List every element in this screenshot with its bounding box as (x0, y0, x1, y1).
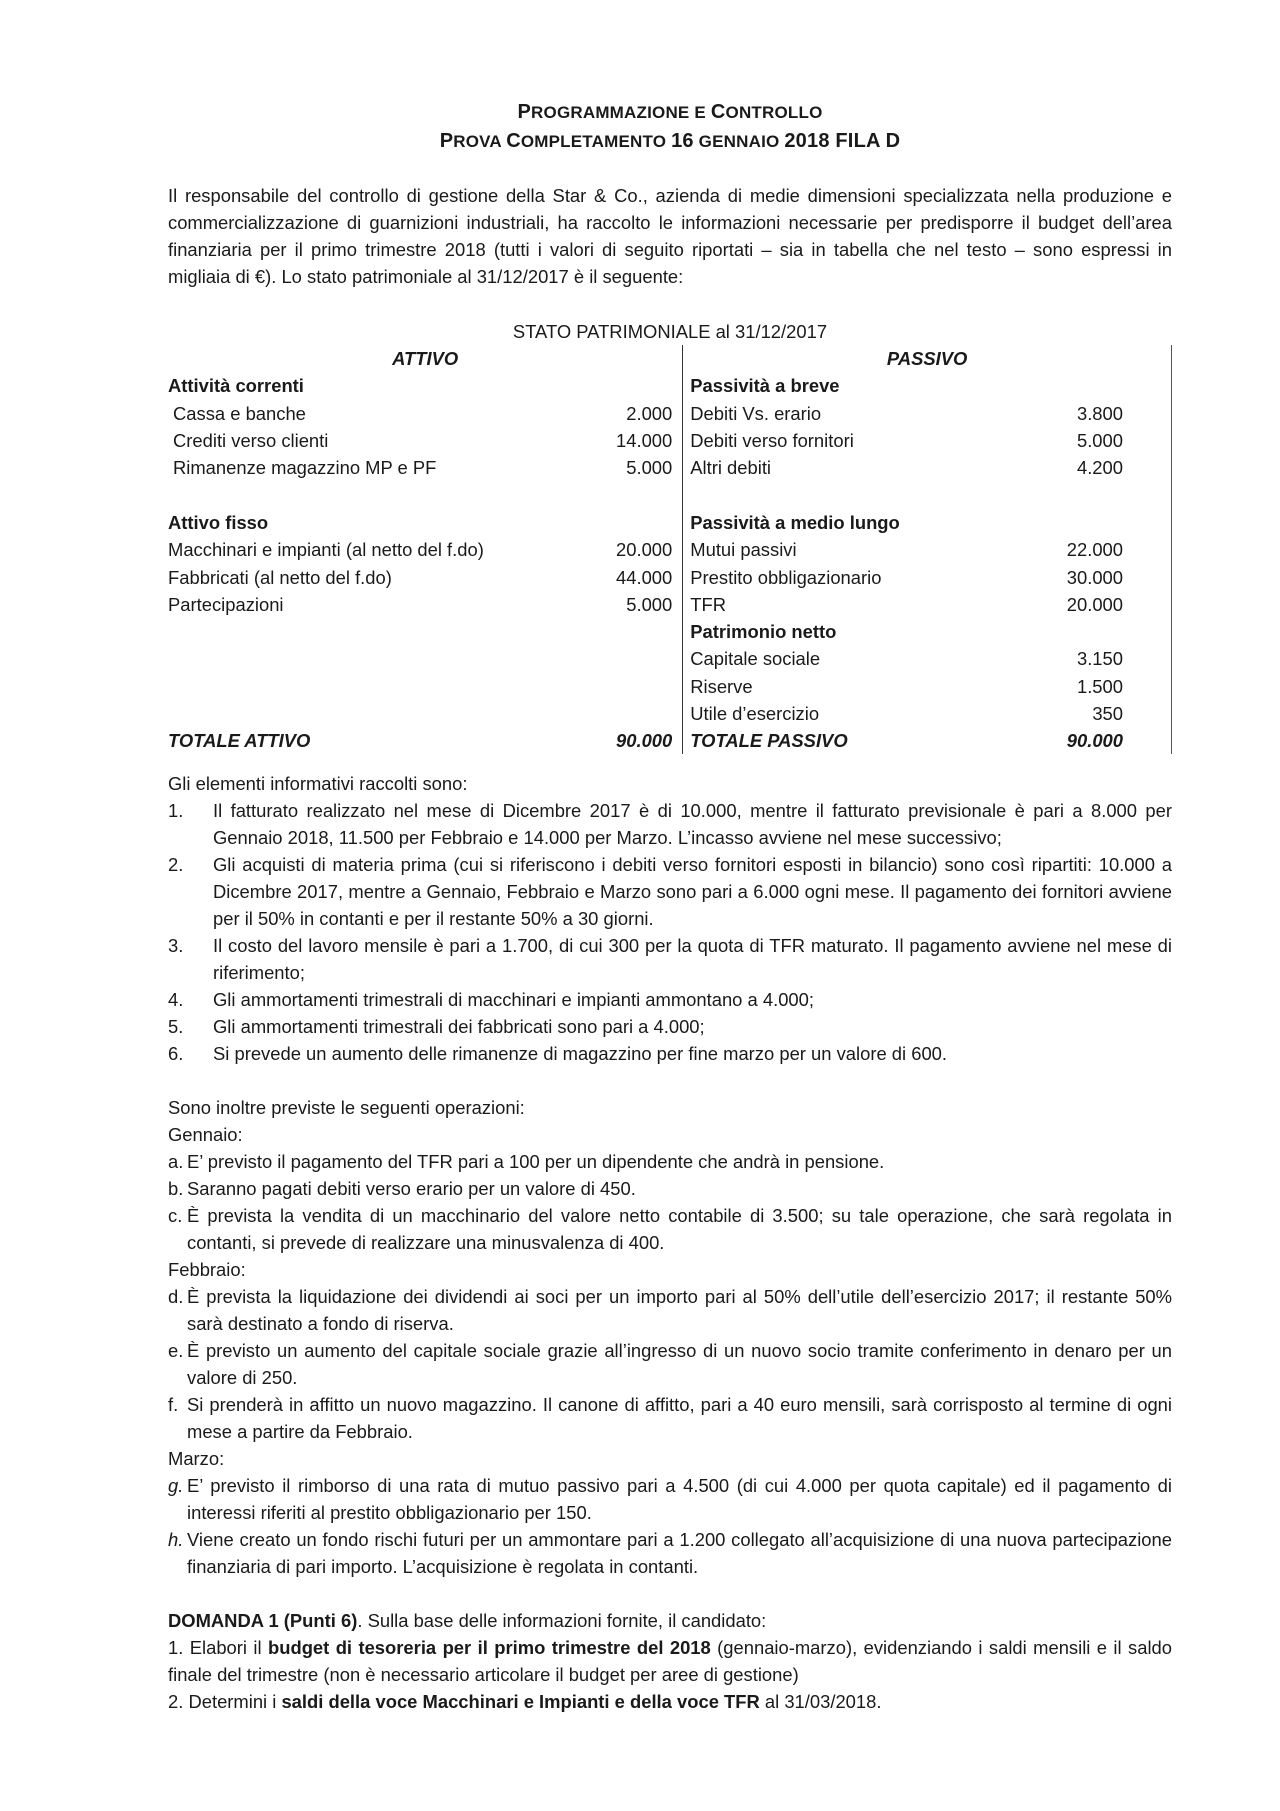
attivo-value (593, 700, 683, 727)
passivo-value (983, 481, 1172, 508)
operation-letter: e. (168, 1340, 184, 1362)
operation-letter: b. (168, 1178, 184, 1200)
passivo-value: 1.500 (983, 673, 1172, 700)
passivo-label: Patrimonio netto (690, 621, 837, 643)
passivo-label: Mutui passivi (690, 539, 797, 561)
operation-text: E’ previsto il rimborso di una rata di mutuo passivo pari a 4.500 (di cui 4.000 per quota capitale) ed il pagamento di interessi riferiti al prestito obbligazionario per 150. (187, 1475, 1172, 1524)
info-list-item (168, 1013, 1172, 1040)
question-point-2: 2. Determini i saldi della voce Macchinari e Impianti e della voce TFR al 31/03/2018. (168, 1691, 882, 1713)
info-list-item (168, 986, 1172, 1013)
operation-item (168, 1175, 1172, 1202)
attivo-label: Fabbricati (al netto del f.do) (168, 566, 392, 588)
operation-letter: h. (168, 1529, 184, 1551)
title-line-1: PROGRAMMAZIONE E CONTROLLO (517, 101, 823, 123)
operation-text: Saranno pagati debiti verso erario per un valore di 450. (187, 1178, 636, 1200)
passivo-value: 90.000 (983, 727, 1172, 754)
passivo-value: 350 (983, 700, 1172, 727)
passivo-heading: PASSIVO (683, 345, 1172, 372)
info-list-item (168, 932, 1172, 986)
balance-row (168, 509, 1172, 536)
passivo-label: Debiti Vs. erario (690, 402, 822, 424)
passivo-label (683, 481, 983, 508)
balance-row (168, 400, 1172, 427)
attivo-label (168, 700, 593, 727)
attivo-label (168, 673, 593, 700)
info-list-item (168, 797, 1172, 851)
attivo-value: 5.000 (593, 454, 683, 481)
attivo-label: Cassa e banche (173, 402, 306, 424)
operation-item (168, 1391, 1172, 1445)
attivo-label (168, 645, 593, 672)
balance-row (168, 727, 1172, 754)
list-number: 4. (168, 989, 184, 1011)
balance-row (168, 536, 1172, 563)
passivo-value: 20.000 (983, 591, 1172, 618)
passivo-value: 30.000 (983, 563, 1172, 590)
operations-list (168, 1283, 1172, 1445)
balance-row (168, 618, 1172, 645)
list-text: Il fatturato realizzato nel mese di Dicembre 2017 è di 10.000, mentre il fatturato previsionale è pari a 8.000 per Gennaio 2018, 11.500 per Febbraio e 14.000 per Marzo. L’incasso avviene nel mese successivo; (213, 800, 1172, 849)
passivo-label: Altri debiti (690, 457, 772, 479)
question-heading: DOMANDA 1 (Punti 6). Sulla base delle informazioni fornite, il candidato: (168, 1610, 767, 1632)
passivo-value (983, 372, 1172, 399)
balance-row (168, 372, 1172, 399)
operation-letter: a. (168, 1151, 184, 1173)
balance-row (168, 645, 1172, 672)
operation-text: È prevista la liquidazione dei dividendi ai soci per un importo pari al 50% dell’utile dell’esercizio 2017; il restante 50% sarà destinato a fondo di riserva. (187, 1286, 1172, 1335)
attivo-label: TOTALE ATTIVO (168, 730, 311, 752)
attivo-label: Attività correnti (168, 375, 304, 397)
intro-paragraph: Il responsabile del controllo di gestione della Star & Co., azienda di medie dimensioni specializzata nella produzione e commercializzazione di guarnizioni industriali, ha raccolto le informazioni necessarie per predisporre il budget dell’area finanziaria per il primo trimestre 2018 (tutti i valori di seguito riportati – sia in tabella che nel testo – sono espressi in migliaia di €). Lo stato patrimoniale al 31/12/2017 è il seguente: (168, 185, 1172, 287)
list-text: Si prevede un aumento delle rimanenze di magazzino per fine marzo per un valore di 600. (213, 1043, 948, 1065)
list-text: Gli ammortamenti trimestrali di macchinari e impianti ammontano a 4.000; (213, 989, 814, 1011)
document-page (168, 98, 1172, 1715)
passivo-label: Capitale sociale (690, 648, 821, 670)
operations-heading: Sono inoltre previste le seguenti operazioni: (168, 1097, 525, 1119)
passivo-value: 3.150 (983, 645, 1172, 672)
balance-row (168, 591, 1172, 618)
operations-list (168, 1148, 1172, 1256)
operation-letter: g. (168, 1475, 184, 1497)
balance-row (168, 673, 1172, 700)
passivo-label: Debiti verso fornitori (690, 430, 854, 452)
attivo-value: 14.000 (593, 427, 683, 454)
info-list-item (168, 1040, 1172, 1067)
info-list (168, 797, 1172, 1067)
document-title (168, 98, 1172, 156)
title-line-2: PROVA COMPLETAMENTO 16 GENNAIO 2018 FILA D (439, 130, 901, 152)
passivo-value: 5.000 (983, 427, 1172, 454)
balance-sheet-caption: STATO PATRIMONIALE al 31/12/2017 (512, 321, 828, 342)
balance-row (168, 481, 1172, 508)
operation-text: Viene creato un fondo rischi futuri per un ammontare pari a 1.200 collegato all’acquisizione di una nuova partecipazione finanziaria di pari importo. L’acquisizione è regolata in contanti. (187, 1529, 1172, 1578)
passivo-value: 3.800 (983, 400, 1172, 427)
balance-row (168, 427, 1172, 454)
operation-letter: f. (168, 1394, 179, 1416)
operation-letter: d. (168, 1286, 184, 1308)
passivo-value (983, 509, 1172, 536)
list-text: Gli acquisti di materia prima (cui si riferiscono i debiti verso fornitori esposti in bilancio) sono così ripartiti: 10.000 a Dicembre 2017, mentre a Gennaio, Febbraio e Marzo sono pari a 6.000 ogni mese. Il pagamento dei fornitori avviene per il 50% in contanti e per il restante 50% a 30 giorni. (213, 854, 1172, 930)
attivo-value (593, 372, 683, 399)
month-label: Gennaio: (168, 1124, 243, 1146)
attivo-value (593, 673, 683, 700)
attivo-label: Attivo fisso (168, 511, 269, 533)
operations-block (168, 1121, 1172, 1580)
balance-header-row (168, 345, 1172, 372)
passivo-value: 4.200 (983, 454, 1172, 481)
operation-item (168, 1283, 1172, 1337)
list-number: 6. (168, 1043, 184, 1065)
month-label: Marzo: (168, 1448, 225, 1470)
attivo-heading: ATTIVO (168, 345, 683, 372)
passivo-label: TOTALE PASSIVO (690, 730, 848, 752)
attivo-value: 44.000 (593, 563, 683, 590)
passivo-value (983, 618, 1172, 645)
attivo-label: Macchinari e impianti (al netto del f.do) (168, 539, 484, 561)
passivo-label: TFR (690, 593, 727, 615)
attivo-label (168, 618, 593, 645)
operation-text: È prevista la vendita di un macchinario del valore netto contabile di 3.500; su tale operazione, che sarà regolata in contanti, si prevede di realizzare una minusvalenza di 400. (187, 1205, 1172, 1254)
operation-item (168, 1148, 1172, 1175)
passivo-label: Utile d’esercizio (690, 703, 820, 724)
passivo-label: Passività a breve (690, 375, 840, 397)
passivo-value: 22.000 (983, 536, 1172, 563)
operations-list (168, 1472, 1172, 1580)
passivo-label: Riserve (690, 675, 753, 697)
operation-item (168, 1337, 1172, 1391)
operation-item (168, 1202, 1172, 1256)
list-number: 3. (168, 935, 184, 957)
operation-text: Si prenderà in affitto un nuovo magazzino. Il canone di affitto, pari a 40 euro mensili, sarà corrisposto al termine di ogni mese a partire da Febbraio. (187, 1394, 1172, 1443)
list-text: Gli ammortamenti trimestrali dei fabbricati sono pari a 4.000; (213, 1016, 705, 1038)
balance-row (168, 454, 1172, 481)
attivo-label (168, 481, 593, 508)
list-number: 5. (168, 1016, 184, 1038)
info-list-item (168, 851, 1172, 932)
question-point-1: 1. Elabori il budget di tesoreria per il primo trimestre del 2018 (gennaio-marzo), evidenziando i saldi mensili e il saldo finale del trimestre (non è necessario articolare il budget per aree di gestione) (168, 1637, 1172, 1686)
info-heading: Gli elementi informativi raccolti sono: (168, 773, 468, 795)
attivo-label: Rimanenze magazzino MP e PF (173, 457, 437, 479)
attivo-value: 20.000 (593, 536, 683, 563)
passivo-label: Passività a medio lungo (690, 511, 900, 533)
attivo-value: 90.000 (593, 727, 683, 754)
balance-row (168, 563, 1172, 590)
list-number: 2. (168, 854, 184, 876)
operation-text: E’ previsto il pagamento del TFR pari a 100 per un dipendente che andrà in pensione. (187, 1151, 885, 1173)
balance-sheet-table (168, 345, 1172, 754)
question-label: DOMANDA 1 (Punti 6) (168, 1610, 358, 1632)
attivo-value: 5.000 (593, 591, 683, 618)
month-label: Febbraio: (168, 1259, 246, 1281)
operation-text: È previsto un aumento del capitale sociale grazie all’ingresso di un nuovo socio tramite conferimento in denaro per un valore di 250. (187, 1340, 1172, 1389)
operation-letter: c. (168, 1205, 183, 1227)
attivo-value (593, 645, 683, 672)
balance-row (168, 700, 1172, 727)
attivo-value (593, 481, 683, 508)
attivo-value (593, 509, 683, 536)
attivo-value (593, 618, 683, 645)
attivo-label: Crediti verso clienti (173, 430, 329, 452)
attivo-value: 2.000 (593, 400, 683, 427)
operation-item (168, 1472, 1172, 1526)
list-text: Il costo del lavoro mensile è pari a 1.700, di cui 300 per la quota di TFR maturato. Il pagamento avviene nel mese di riferimento; (213, 935, 1172, 984)
attivo-label: Partecipazioni (168, 593, 284, 615)
passivo-label: Prestito obbligazionario (690, 566, 882, 588)
operation-item (168, 1526, 1172, 1580)
list-number: 1. (168, 800, 184, 822)
